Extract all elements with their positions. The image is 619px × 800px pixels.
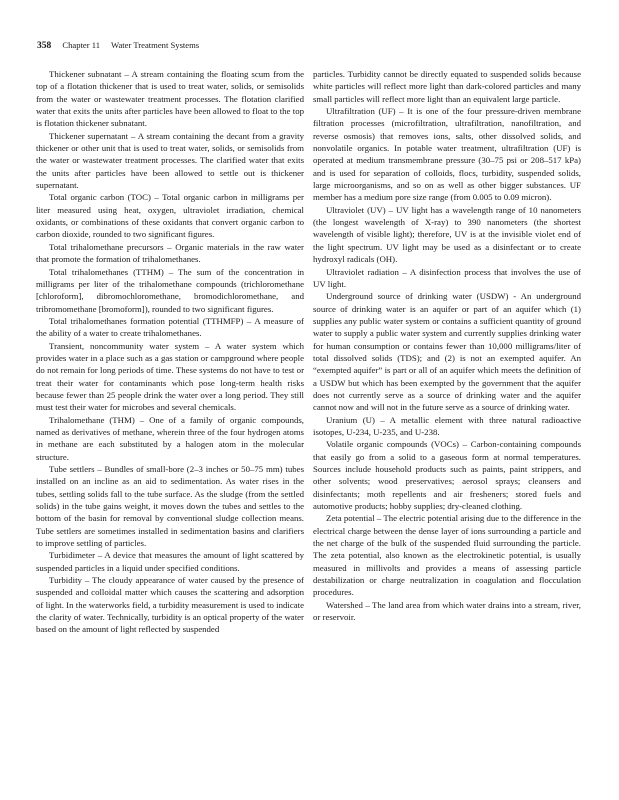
glossary-entry: Volatile organic compounds (VOCs) – Carbon-containing compounds that easily go from a solid to a gaseous form at normal temperatures. Sources include household products such as paints, paint strippers, and other solvents; wood preservatives; aerosol sprays; cleansers and disinfectants; moth repellents and air fresheners; stored fuels and automotive products; hobby supplies; dry-cleaned clothing. <box>313 439 581 512</box>
glossary-entry: Tube settlers – Bundles of small-bore (2–3 inches or 50–75 mm) tubes installed on an incline as an aid to sedimentation. As water rises in the tubes, settling solids fall to the tube surface. As the sludge (from the settled solids) in the tube gains weight, it moves down the tubes and settles to the bottom of the basin for removal by conventional sludge collection means. Tube settlers are sometimes installed in sedimentation basins and clarifiers to improve settling of particles. <box>36 464 304 549</box>
chapter-label: Chapter 11 <box>62 40 101 50</box>
page-number: 358 <box>37 41 52 51</box>
glossary-entry: Total trihalomethanes formation potential (TTHMFP) – A measure of the ability of a water to create trihalomethanes. <box>36 315 304 339</box>
left-column <box>36 68 304 636</box>
glossary-entry: Thickener subnatant – A stream containing the floating scum from the top of a flotation thickener that is used to treat water, solids, or semisolids from the water or wastewater treatment processes. The flotation clarified water that exits the units after particles have been allowed to float to the top is flotation thickener subnatant. <box>36 69 304 129</box>
glossary-entry: Uranium (U) – A metallic element with three natural radioactive isotopes, U-234, U-235, and U-238. <box>313 414 581 437</box>
glossary-entry: Zeta potential – The electric potential arising due to the difference in the electrical charge between the dense layer of ions surrounding a particle and the net charge of the bulk of the suspended fluid surrounding the particle. The zeta potential, also known as the electrokinetic potential, is usually measured in millivolts and provides a means of assessing particle destabilization or charge neutralization in coagulation and flocculation procedures. <box>313 513 581 598</box>
glossary-entry: Thickener supernatant – A stream containing the decant from a gravity thickener or other unit that is used to treat water, solids, or semisolids from the water or wastewater treatment processes. The clarified water that exits the units after particles have been allowed to settle out is thickener supernatant. <box>36 130 304 191</box>
chapter-title: Water Treatment Systems <box>111 40 200 50</box>
glossary-entry: Total organic carbon (TOC) – Total organic carbon in milligrams per liter measured using heat, oxygen, ultraviolet irradiation, chemical oxidants, or combinations of these oxidants that convert organic carbon to carbon dioxide, rounded to two significant figures. <box>36 192 304 240</box>
running-header <box>37 40 597 52</box>
glossary-entry: Total trihalomethanes (TTHM) – The sum of the concentration in milligrams per liter of the trihalomethane compounds (trichloromethane [chloroform], dibromochloromethane, bromodichloromethane, and tribromomethane [bromoform]), rounded to two significant figures. <box>36 266 304 314</box>
glossary-entry: Ultraviolet radiation – A disinfection process that involves the use of UV light. <box>313 266 581 289</box>
glossary-entry: Turbidimeter – A device that measures the amount of light scattered by suspended particles in a liquid under specified conditions. <box>36 550 304 573</box>
glossary-entry: Transient, noncommunity water system – A water system which provides water in a place such as a gas station or campground where people do not remain for long periods of time. These systems do not have to test or treat their water for contaminants which pose long-term health risks because fewer than 25 people drink the water over a long period. They still must test their water for microbes and several chemicals. <box>36 340 304 413</box>
glossary-entry: Watershed – The land area from which water drains into a stream, river, or reservoir. <box>313 599 581 623</box>
glossary-entry: Underground source of drinking water (USDW) - An underground source of drinking water is an aquifer or part of an aquifer which (1) supplies any public water system or contains a sufficient quantity of ground water to supply a public water system and currently supplies drinking water for human consumption or contains fewer than 10,000 milligrams/liter of total dissolved solids (TDS); and (2) is not an exempted aquifer. An “exempted aquifer” is part or all of an aquifer which meets the definition of a USDW but which has been exempted by the government that the aquifer does not currently serve as a source of drinking water and the aquifer cannot now and will not in the future serve as a source of drinking water. <box>313 291 581 413</box>
glossary-entry: Ultraviolet (UV) – UV light has a wavelength range of 10 nanometers (the longest wavelength of X-ray) to 390 nanometers (the shortest wavelength of visible light); therefore, UV is at the invisible violet end of the light spectrum. UV light may be used as a disinfectant or to create hydroxyl radicals (OH). <box>313 204 581 265</box>
right-column <box>313 68 581 623</box>
glossary-entry: Turbidity – The cloudy appearance of water caused by the presence of suspended and colloidal matter which causes the scattering and adsorption of light. In the waterworks field, a turbidity measurement is used to indicate the clarity of water. Technically, turbidity is an optical property of the water based on the amount of light reflected by suspended <box>36 575 304 635</box>
glossary-entry: Total trihalomethane precursors – Organic materials in the raw water that promote the formation of trihalomethanes. <box>36 241 304 265</box>
glossary-entry: particles. Turbidity cannot be directly equated to suspended solids because white particles will reflect more light than dark-colored particles and many small particles will reflect more light than an equivalent large particle. <box>313 69 581 104</box>
glossary-entry: Trihalomethane (THM) – One of a family of organic compounds, named as derivatives of methane, wherein three of the four hydrogen atoms in methane are each substituted by a halogen atom in the molecular structure. <box>36 414 304 462</box>
glossary-entry: Ultrafiltration (UF) – It is one of the four pressure-driven membrane filtration processes (microfiltration, ultrafiltration, nanofiltration, and reverse osmosis) that removes ions, salts, other dissolved solids, and nonvolatile organics. In potable water treatment, ultrafiltration (UF) is operated at medium transmembrane pressure (30–75 psi or 208–517 kPa) and is used for separation of colloids, flocs, turbidity, suspended solids, large microorganisms, and so on as well as other bigger substances. UF member has a medium pore size range (from 0.005 to 0.09 micron). <box>313 106 581 203</box>
